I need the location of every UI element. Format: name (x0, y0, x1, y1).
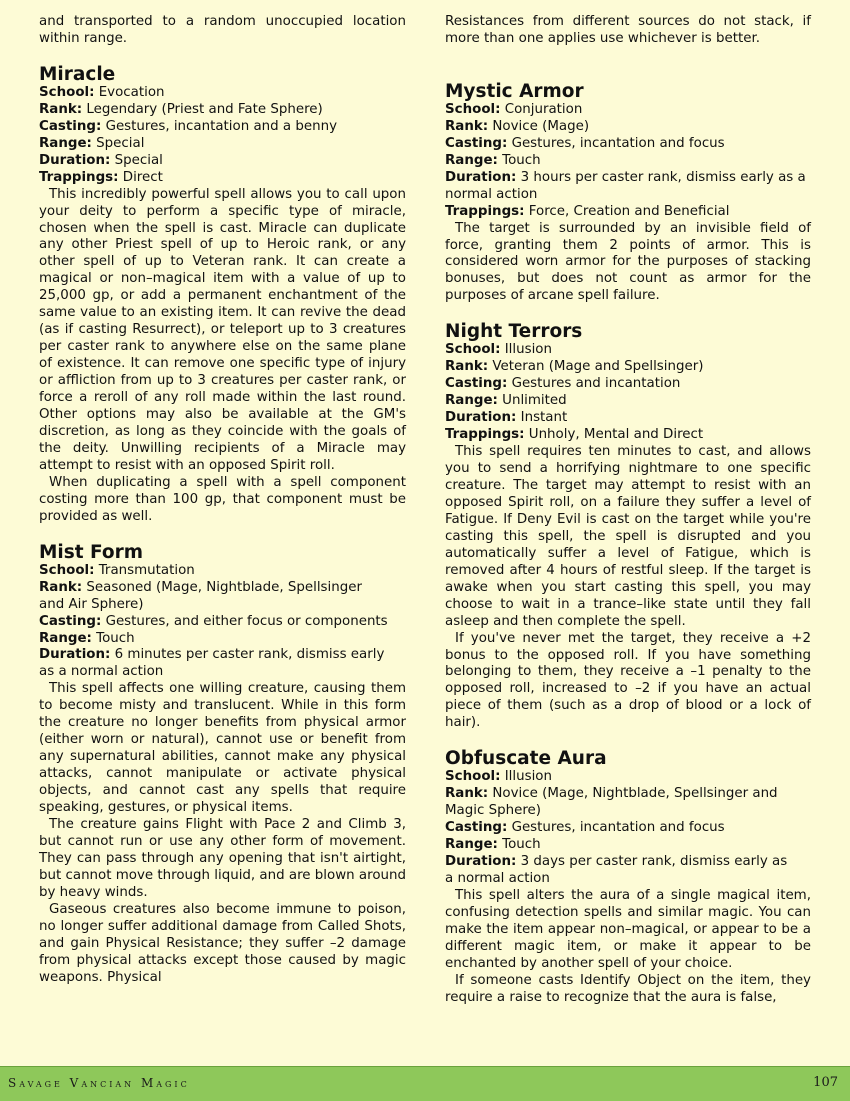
spell-title: Mist Form (39, 541, 144, 563)
spell-duration: Duration: Instant (445, 410, 568, 426)
spell-casting: Casting: Gestures, incantation and focus (445, 820, 725, 836)
spell-night-terrors (445, 322, 811, 732)
spell-trappings: Trappings: Force, Creation and Beneficial (445, 203, 730, 219)
spell-rank: Rank: Novice (Mage, Nightblade, Spellsinger and Magic Sphere) (445, 786, 778, 819)
spell-description: If you've never met the target, they receive a +2 bonus to the opposed roll. If you have something belonging to them, they receive a –1 penalty to the opposed roll, increased to –2 if you have an actual piece of them (such as a drop of blood or a lock of hair). (445, 630, 811, 731)
spell-mist-form (39, 543, 406, 987)
spell-title: Obfuscate Aura (445, 748, 607, 770)
spell-obfuscate-aura (445, 749, 811, 1006)
spell-range: Range: Special (39, 135, 145, 151)
spell-description: The target is surrounded by an invisible field of force, granting them 2 points of armor. This is considered worn armor for the purposes of stacking bonuses, but does not count as armor for the purposes of arcane spell failure. (445, 220, 811, 304)
spell-description: When duplicating a spell with a spell component costing more than 100 gp, that component must be provided as well. (39, 474, 406, 524)
spell-school: School: Illusion (445, 342, 552, 358)
spell-description: Gaseous creatures also become immune to poison, no longer suffer additional damage from Called Shots, and gain Physical Resistance; they suffer –2 damage from physical attacks except those caused by magic weapons. Physical (39, 901, 406, 985)
continued-text: Resistances from different sources do not stack, if more than one applies use whichever is better. (445, 14, 811, 46)
page-footer (0, 1066, 850, 1101)
spell-school: School: Conjuration (445, 101, 583, 117)
spell-mystic-armor (445, 82, 811, 305)
spell-range: Range: Unlimited (445, 393, 567, 409)
spell-duration: Duration: Special (39, 152, 163, 168)
spell-casting: Casting: Gestures, and either focus or components (39, 613, 388, 629)
spell-miracle (39, 65, 406, 526)
spell-rank: Rank: Veteran (Mage and Spellsinger) (445, 359, 704, 375)
spell-title: Miracle (39, 63, 116, 85)
page-number: 107 (813, 1075, 838, 1090)
spell-duration: Duration: 6 minutes per caster rank, dismiss early as a normal action (39, 647, 385, 680)
spell-casting: Casting: Gestures, incantation and focus (445, 135, 725, 151)
continued-text: and transported to a random unoccupied location within range. (39, 14, 406, 46)
spell-rank: Rank: Novice (Mage) (445, 118, 590, 134)
spell-school: School: Illusion (445, 769, 552, 785)
spell-description: This spell affects one willing creature, causing them to become misty and translucent. While in this form the creature no longer benefits from physical armor (either worn or natural), cannot use or benefit from any supernatural abilities, cannot make any physical attacks, cannot manipulate or activate physical objects, and cannot cast any spells that require speaking, gestures, or physical items. (39, 681, 406, 816)
book-title: Savage Vancian Magic (8, 1076, 190, 1090)
spell-description: This spell requires ten minutes to cast, and allows you to send a horrifying nightmare to one specific creature. The target may attempt to resist with an opposed Spirit roll, on a failure they suffer a level of Fatigue. If Deny Evil is cast on the target while you're casting this spell, the spell is disrupted and you automatically suffer a level of Fatigue, which is removed after 4 hours of restful sleep. If the target is awake when you start casting this spell, you may choose to wait in a trance–like state until they fall asleep and then complete the spell. (445, 444, 811, 629)
spell-description: If someone casts Identify Object on the item, they require a raise to recognize that the aura is false, (445, 972, 811, 1005)
spell-description: This incredibly powerful spell allows you to call upon your deity to perform a specific type of miracle, chosen when the spell is cast. Miracle can duplicate any other Priest spell of up to Heroic rank, or any other spell of up to Veteran rank. It can create a magical or non–magical item with a value of up to 25,000 gp, or add a permanent enchantment of the same value to an existing item. It can revive the dead (as if casting Resurrect), or teleport up to 3 creatures per caster rank to anywhere else on the same plane of existence. It can remove one specific type of injury or affliction from up to 3 creatures per caster rank, or force a reroll of any roll made within the last round. Other options may also be available at the GM's discretion, as long as they coincide with the goals of the deity. Unwilling recipients of a Miracle may attempt to resist with an opposed Spirit roll. (39, 186, 406, 473)
spell-rank: Rank: Legendary (Priest and Fate Sphere) (39, 101, 323, 117)
spell-casting: Casting: Gestures, incantation and a benny (39, 118, 338, 134)
spell-trappings: Trappings: Direct (39, 169, 163, 185)
spell-title: Night Terrors (445, 321, 583, 343)
spell-title: Mystic Armor (445, 80, 584, 102)
spell-school: School: Evocation (39, 84, 165, 100)
spell-school: School: Transmutation (39, 562, 195, 578)
spell-range: Range: Touch (445, 152, 541, 168)
left-column (39, 14, 406, 987)
spell-casting: Casting: Gestures and incantation (445, 376, 681, 392)
spell-range: Range: Touch (445, 837, 541, 853)
spell-range: Range: Touch (39, 630, 135, 646)
spell-description: The creature gains Flight with Pace 2 and Climb 3, but cannot run or use any other form of movement. They can pass through any opening that isn't airtight, but cannot move through liquid, and are blown around by heavy winds. (39, 816, 406, 900)
spell-trappings: Trappings: Unholy, Mental and Direct (445, 427, 704, 443)
right-column (445, 14, 811, 1007)
spell-description: This spell alters the aura of a single magical item, confusing detection spells and similar magic. You can make the item appear non–magical, or appear to be a different magic item, or make it appear to be enchanted by another spell of your choice. (445, 887, 811, 971)
spell-duration: Duration: 3 days per caster rank, dismiss early as a normal action (445, 854, 788, 886)
spell-duration: Duration: 3 hours per caster rank, dismiss early as a normal action (445, 169, 806, 202)
spell-rank: Rank: Seasoned (Mage, Nightblade, Spellsinger and Air Sphere) (39, 579, 362, 612)
